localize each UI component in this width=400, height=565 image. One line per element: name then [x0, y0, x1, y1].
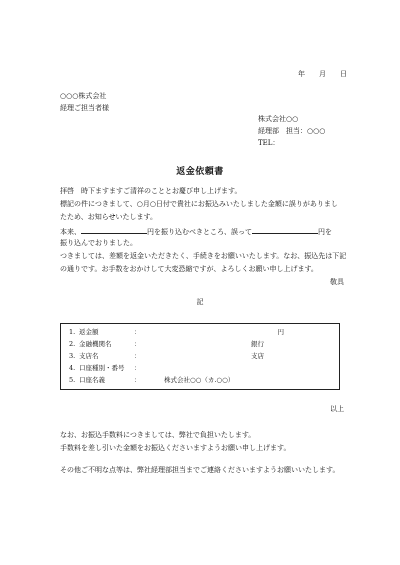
note-line-3: その他ご不明な点等は、弊社経理部担当までご連絡くださいますようお願いいたします。 — [60, 466, 340, 474]
date-line: 年 月 日 — [298, 70, 347, 78]
body-line-2: 標記の件につきまして、○月○日付で貴社にお振込みいたしました金額に誤りがありまし — [60, 200, 338, 208]
row-number: 5. — [69, 376, 76, 384]
body-line-6: つきましては、差額を返金いただきたく、手続きをお願いいたします。なお、振込先は下記 — [60, 252, 347, 260]
document-title: 返金依頼書 — [176, 167, 224, 177]
note-line-2: 手数料を差し引いた金額をお振込くださいますようお願い申し上げます。 — [60, 444, 291, 452]
table-row — [61, 363, 339, 374]
body-line-3: たため、お知らせいたします。 — [60, 213, 157, 221]
body-line-4-end: 円を — [318, 228, 332, 236]
body-line-4 — [60, 226, 332, 237]
bank-info-table — [60, 323, 340, 390]
ki-heading: 記 — [196, 298, 204, 306]
table-row — [61, 375, 339, 386]
row-colon: ： — [134, 364, 141, 372]
note-line-1: なお、お振込手数料につきましては、弊社で負担いたします。 — [60, 431, 256, 439]
row-colon: ： — [134, 376, 141, 384]
body-line-1: 拝啓 時下ますますご清祥のこととお慶び申し上げます。 — [60, 187, 242, 195]
row-label: 金融機関名 — [79, 340, 112, 348]
amount-correct-blank — [81, 226, 147, 234]
body-line-7: の通りです。お手数をおかけして大変恐縮ですが、よろしくお願い申し上げます。 — [60, 265, 318, 273]
recipient-person: 経理ご担当者様 — [60, 104, 109, 112]
row-value: 支店 — [251, 352, 264, 360]
row-label: 返金額 — [79, 328, 99, 336]
table-row — [61, 351, 339, 362]
row-number: 3. — [69, 352, 76, 360]
closing-keigu: 敬具 — [330, 278, 344, 286]
amount-wrong-blank — [252, 226, 318, 234]
row-colon: ： — [134, 352, 141, 360]
table-row — [61, 327, 339, 338]
table-row — [61, 339, 339, 350]
row-colon: ： — [134, 340, 141, 348]
row-label: 支店名 — [79, 352, 99, 360]
row-value: 銀行 — [251, 340, 264, 348]
row-colon: ： — [134, 328, 141, 336]
row-label: 口座名義 — [79, 376, 105, 384]
sender-company: 株式会社○○ — [258, 115, 299, 123]
row-value: 円 — [277, 328, 284, 336]
recipient-company: ○○○株式会社 — [60, 92, 107, 100]
sender-dept: 経理部 担当：○○○ — [258, 127, 326, 135]
row-number: 2. — [69, 340, 76, 348]
row-value: 株式会社○○（カ.○○） — [164, 376, 235, 384]
sender-tel: TEL： — [258, 139, 280, 147]
row-number: 1. — [69, 328, 76, 336]
row-label: 口座種別・番号 — [79, 364, 125, 372]
body-line-4-start: 本来、 — [60, 228, 81, 236]
ijou-closing: 以上 — [330, 405, 344, 413]
body-line-4-middle: 円を振り込むべきところ、誤って — [147, 228, 252, 236]
body-line-5: 振り込んでおりました。 — [60, 239, 137, 247]
row-number: 4. — [69, 364, 76, 372]
